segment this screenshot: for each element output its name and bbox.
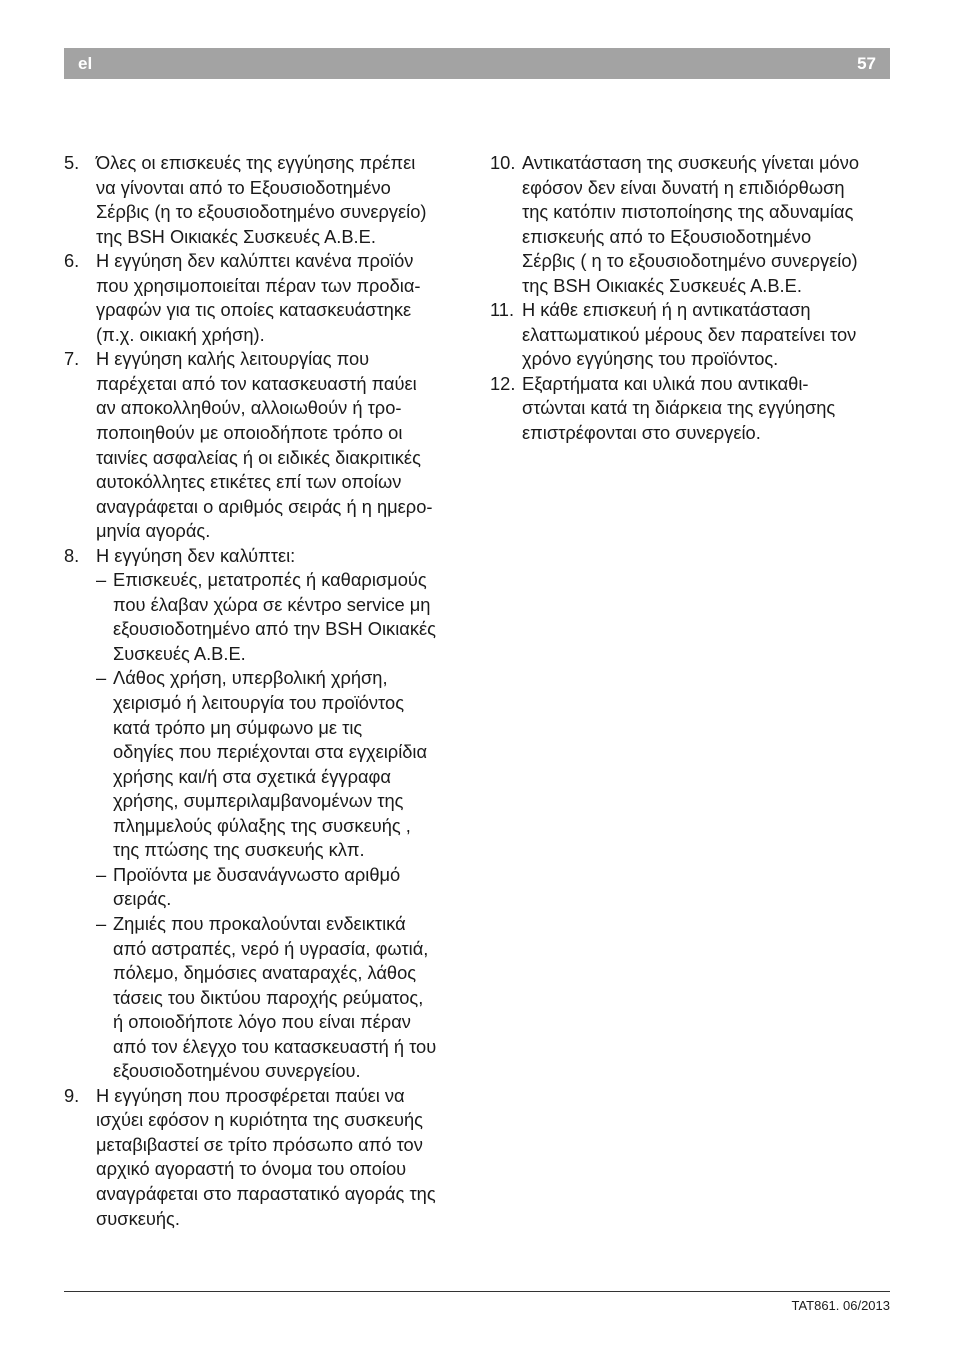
item-text-line: αρχικό αγοραστή το όνομα του οποίου xyxy=(96,1158,407,1180)
item-text-line: αναγράφεται ο αριθμός σειράς ή η ημερο- xyxy=(96,495,433,517)
dash-bullet: – xyxy=(96,667,107,689)
sub-item-text-line: από αστραπές, νερό ή υγρασία, φωτιά, xyxy=(113,937,429,959)
sub-item-text-line: εξουσιοδοτημένο από την BSH Οικιακές xyxy=(113,618,436,640)
item-text-line: Σέρβις (η το εξουσιοδοτημένο συνεργείο) xyxy=(96,201,427,223)
item-number: 5. xyxy=(64,152,80,173)
item-text-line: αυτοκόλλητες ετικέτες επί των οποίων xyxy=(96,471,402,493)
list-item xyxy=(490,372,890,446)
dash-bullet: – xyxy=(96,912,107,934)
sub-item-text-line: σειράς. xyxy=(113,888,172,910)
item-text-line: αν αποκολληθούν, αλλοιωθούν ή τρο- xyxy=(96,397,402,419)
list-item xyxy=(490,298,890,372)
item-number: 7. xyxy=(64,348,80,370)
item-text-line: Η εγγύηση που προσφέρεται παύει να xyxy=(96,1084,405,1106)
item-text-line: επισκευής από το Εξουσιοδοτημένο xyxy=(522,225,812,247)
item-text-line: Όλες οι επισκευές της εγγύησης πρέπει xyxy=(96,152,416,173)
sub-item-text-line: χειρισμό ή λειτουργία του προϊόντος xyxy=(113,692,404,714)
item-text-line: Η εγγύηση καλής λειτουργίας που xyxy=(96,348,370,370)
list-item xyxy=(64,249,466,347)
item-text-line: εφόσον δεν είναι δυνατή η επιδιόρθωση xyxy=(522,176,845,198)
sub-item-text-line: χρήσης και/ή στα σχετικά έγγραφα xyxy=(113,765,391,787)
right-column xyxy=(490,151,890,446)
sub-item-text-line: τάσεις του δικτύου παροχής ρεύματος, xyxy=(113,986,424,1008)
sub-item-text-line: που έλαβαν χώρα σε κέντρο service μη xyxy=(113,593,431,615)
sub-item-text-line: χρήσης, συμπεριλαμβανομένων της xyxy=(113,790,404,812)
list-item xyxy=(64,347,466,543)
sub-item-text-line: της πτώσης της συσκευής κλπ. xyxy=(113,839,365,861)
item-number: 8. xyxy=(64,544,80,566)
item-number: 12. xyxy=(490,372,516,394)
sub-list-item xyxy=(96,863,466,912)
sub-item-text-line: Συσκευές Α.Β.Ε. xyxy=(113,642,246,664)
sub-list-item xyxy=(96,666,466,862)
item-text-line: ισχύει εφόσον η κυριότητα της συσκευής xyxy=(96,1109,423,1131)
item-text-line: Εξαρτήματα και υλικά που αντικαθι- xyxy=(522,372,809,394)
item-text-line: χρόνο εγγύησης του προϊόντος. xyxy=(522,348,779,370)
item-text-line: της BSH Οικιακές Συσκευές Α.Β.Ε. xyxy=(96,225,376,247)
language-code: el xyxy=(78,53,93,73)
sub-item-text-line: κατά τρόπο μη σύμφωνο με τις xyxy=(113,716,363,738)
list-item xyxy=(490,151,890,298)
item-text-line: ταινίες ασφαλείας ή οι ειδικές διακριτικές xyxy=(96,446,421,468)
dash-bullet: – xyxy=(96,863,107,885)
dash-bullet: – xyxy=(96,569,107,591)
sub-item-text-line: εξουσιοδοτημένου συνεργείου. xyxy=(113,1060,361,1082)
item-text-line: επιστρέφονται στο συνεργείο. xyxy=(522,422,761,444)
sub-item-text-line: Λάθος χρήση, υπερβολική χρήση, xyxy=(113,667,388,689)
sub-list-item xyxy=(96,912,466,1084)
sub-item-text-line: πόλεμο, δημόσιες αναταραχές, λάθος xyxy=(113,962,417,984)
footer-model-date: TAT861. 06/2013 xyxy=(791,1298,890,1313)
sub-item-text-line: πλημμελούς φύλαξης της συσκευής , xyxy=(113,814,411,836)
left-column xyxy=(64,151,466,1231)
item-text-line: ελαττωματικού μέρους δεν παρατείνει τον xyxy=(522,323,857,345)
item-number: 6. xyxy=(64,250,80,272)
item-text-line: Σέρβις ( η το εξουσιοδοτημένο συνεργείο) xyxy=(522,250,858,272)
item-text-line: της κατόπιν πιστοποίησης της αδυναμίας xyxy=(522,201,854,223)
item-text-line: μεταβιβαστεί σε τρίτο πρόσωπο από τον xyxy=(96,1133,423,1155)
list-item xyxy=(64,151,466,249)
item-text-line: της BSH Οικιακές Συσκευές Α.Β.Ε. xyxy=(522,274,802,296)
item-text-line: που χρησιμοποιείται πέραν των προδια- xyxy=(96,274,421,296)
sub-item-text-line: Επισκευές, μετατροπές ή καθαρισμούς xyxy=(113,569,427,591)
list-item xyxy=(64,544,466,1084)
sub-item-text-line: Ζημιές που προκαλούνται ενδεικτικά xyxy=(113,912,406,934)
footer-divider xyxy=(64,1291,890,1292)
page-header-bar xyxy=(64,48,890,79)
item-text-line: στώνται κατά τη διάρκεια της εγγύησης xyxy=(522,397,836,419)
item-text-line: (π.χ. οικιακή χρήση). xyxy=(96,323,265,345)
item-text-line: Η εγγύηση δεν καλύπτει: xyxy=(96,544,296,566)
item-text-line: αναγράφεται στο παραστατικό αγοράς της xyxy=(96,1182,436,1204)
page-number: 57 xyxy=(857,53,876,73)
item-text-line: Η εγγύηση δεν καλύπτει κανένα προϊόν xyxy=(96,250,414,272)
item-text-line: Αντικατάσταση της συσκευής γίνεται μόνο xyxy=(522,152,860,173)
sub-item-text-line: ή οποιοδήποτε λόγο που είναι πέραν xyxy=(113,1011,411,1033)
item-text-line: Η κάθε επισκευή ή η αντικατάσταση xyxy=(522,299,811,321)
item-text-line: ποποιηθούν με οποιοδήποτε τρόπο οι xyxy=(96,422,403,444)
item-text-line: μηνία αγοράς. xyxy=(96,520,211,542)
item-number: 11. xyxy=(490,299,515,321)
sub-list-item xyxy=(96,568,466,666)
sub-item-text-line: οδηγίες που περιέχονται στα εγχειρίδια xyxy=(113,741,428,763)
item-number: 9. xyxy=(64,1084,80,1106)
list-item xyxy=(64,1084,466,1231)
item-text-line: να γίνονται από το Εξουσιοδοτημένο xyxy=(96,176,391,198)
sub-item-text-line: Προϊόντα με δυσανάγνωστο αριθμό xyxy=(113,863,401,885)
sub-item-text-line: από τον έλεγχο του κατασκευαστή ή του xyxy=(113,1035,437,1057)
item-text-line: γραφών για τις οποίες κατασκευάστηκε xyxy=(96,299,412,321)
item-text-line: παρέχεται από τον κατασκευαστή παύει xyxy=(96,372,417,394)
item-text-line: συσκευής. xyxy=(96,1207,180,1229)
item-number: 10. xyxy=(490,152,516,173)
